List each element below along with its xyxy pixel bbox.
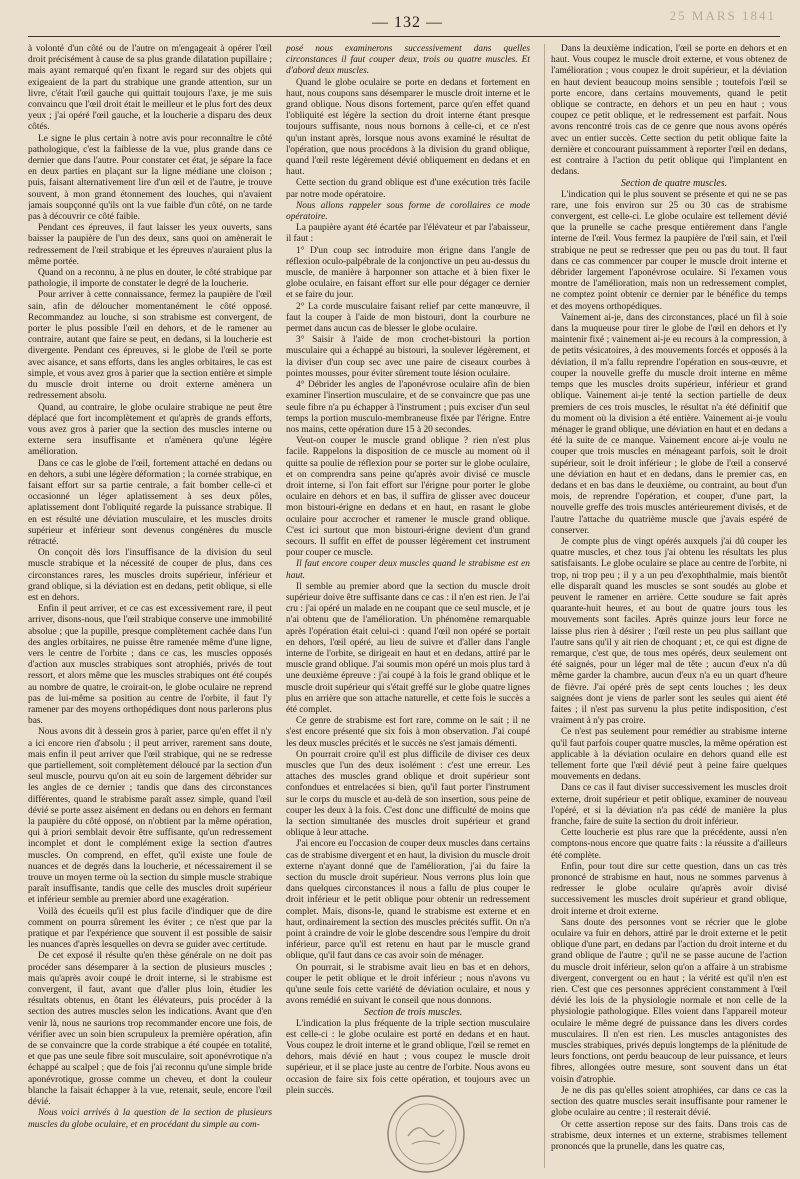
body-paragraph: De cet exposé il résulte qu'en thèse générale on ne doit pas procéder sans désemparer à la section de plusieurs muscles ; mais qu'après avoir coupé le droit interne, si le strabisme est convergent, il faut, avant que d'aller plus loin, étudier les résultats obtenus, en ôtant les élévateurs, puis procéder à la section des autres muscles selon les indications. Avant que d'en venir là, nous ne saurions trop recommander encore une fois, de vérifier avec un soin bien scrupuleux la première opération, afin de se convaincre que la corde strabique a été coupée en totalité, et que pas une seule fibre soit musculaire, soit aponévrotique n'a échappé au scalpel ; que de fois j'ai reconnu qu'une simple bride aponévrotique, grosse comme un cheveu, et dont la couleur blanche la faisait échapper à la vue, retenait, seule, encore l'œil dévié. — [28, 951, 272, 1108]
body-paragraph: Nous voici arrivés à la question de la section de plusieurs muscles du globe oculaire, et en procédant du simple au com- — [28, 1108, 272, 1130]
body-paragraph: Quand le globe oculaire se porte en dedans et fortement en haut, nous coupons sans désemparer le muscle droit interne et le grand oblique. Nous disons fortement, parce qu'en effet quand l'obliquité est légère la section du droit interne étant presque toujours suffisante, nous nous bornons à celle-ci, et ce n'est qu'un instant après, lorsque nous avons examiné le résultat de l'opération, que nous procédons à la division du grand oblique, quand l'œil reste légèrement dévié obliquement en dedans et en haut. — [286, 77, 530, 178]
body-paragraph: Quand, au contraire, le globe oculaire strabique ne peut être déplacé que fort incomplètement et qu'après de grands efforts, vous avez gros à parier que la section des muscles interne ou externe sera insuffisante et n'amènera qu'une légère amélioration. — [28, 402, 272, 458]
body-paragraph: Or cette assertion repose sur des faits. Dans trois cas de strabisme, deux internes et un externe, strabismes tellement prononcés que la prunelle, dans les quatre cas, — [551, 1119, 787, 1152]
body-paragraph: On pourrait, si le strabisme avait lieu en bas et en dehors, couper le petit oblique et le droit inférieur ; nous n'avons vu qu'une seule fois cette variété de déviation oculaire, et nous y avons remédié en suivant le conseil que nous donnons. — [286, 962, 530, 1007]
body-paragraph: Nous avons dit à dessein gros à parier, parce qu'en effet il n'y a ici encore rien d'absolu ; il peut arriver, rarement sans doute, mais enfin il peut arriver que l'œil strabique, qui ne se redresse que partiellement, soit complètement déloucé par la section d'un seul muscle, pourvu qu'on ait eu soin de largement débrider sur les angles de ce dernier ; tandis que dans des circonstances différentes, quand le strabisme paraît assez simple, quand l'œil dévié se porte assez aisément en dedans ou en dehors en fermant la paupière du côté opposé, on n'obtient par la même opération, qui à priori semblait devoir être suffisante, qu'un redressement incomplet et dont le complément exige la section d'autres muscles. On comprend, en effet, qu'il existe une foule de nuances et de degrés dans la loucherie, et nécessairement il se trouve un moyen terme où la section du simple muscle strabique paraît insuffisante, tandis que celle des muscles droit supérieur et inférieur semble au premier abord une exagération. — [28, 727, 272, 906]
body-paragraph: L'indication qui le plus souvent se présente et qui ne se pas rare, une fois environ sur 25 ou 30 cas de strabisme convergent, est celle-ci. Le globe oculaire est tellement dévié que la prunelle se cache presque entièrement dans l'angle interne de l'œil. Vous fermez la paupière de l'œil sain, et l'œil strabique ne peut se redresser que peu ou pas du tout. Il faut dans ce cas commencer par couper le muscle droit interne et débrider largement l'aponévrose oculaire. Si l'examen vous montre de l'amélioration, mais non un redressement complet, ne comptez point obtenir ce dernier par le bénéfice du temps et des moyens orthopédiques. — [551, 189, 787, 312]
body-paragraph: Enfin il peut arriver, et ce cas est excessivement rare, il peut arriver, disons-nous, que l'œil strabique conserve une immobilité absolue ; que la pupille, presque complètement cachée dans l'un des angles orbitaires, ne puisse être ramenée même d'une ligne, vers le centre de l'orbite ; dans ce cas, les muscles opposés d'action aux muscles strabiques sont atrophiés, privés de tout ressort, et alors même que les muscles strabiques ont été coupés au nombre de quatre, le croirait-on, le globe oculaire ne reprend pas de lui-même sa position au centre de l'orbite, il faut l'y ramener par des moyens orthopédiques dont nous parlerons plus bas. — [28, 604, 272, 727]
body-paragraph: Cette loucherie est plus rare que la précédente, aussi n'en comptons-nous encore que quatre faits : la réussite a d'ailleurs été complète. — [551, 828, 787, 861]
header-rule — [28, 36, 780, 37]
body-paragraph: Je ne dis pas qu'elles soient atrophiées, car dans ce cas la section des quatre muscles serait insuffisante pour ramener le globe oculaire au centre ; il resterait dévié. — [551, 1085, 787, 1119]
body-paragraph: Sans doute des personnes vont se récrier que le globe oculaire va fuir en dehors, attiré par le droit externe et le petit oblique d'une part, en dedans par l'action du droit interne et du grand oblique de l'autre ; qu'il ne se passe aucune de l'action du muscle droit inférieur, selon qu'on a affaire à un strabisme divergent, convergent ou en haut ; la vérité est qu'il n'en est rien. C'est que ces personnes apprécient constamment à l'œil dévié les lois de la physiologie normale et non celle de la physiologie pathologique. Elles voient dans l'appareil moteur oculaire le même degré de puissance dans les divers cordes musculaires. Il n'en est rien. Les muscles antagonistes des muscles strabiques, privés depuis longtemps de la plénitude de leurs fonctions, ont perdu beaucoup de leur puissance, et leurs fibres, allongées outre mesure, sont souvent dans un état voisin d'atrophie. — [551, 917, 787, 1085]
body-paragraph: Il faut encore couper deux muscles quand le strabisme est en haut. — [286, 559, 530, 581]
column-left — [28, 44, 272, 1168]
body-paragraph: La paupière ayant été écartée par l'élévateur et par l'abaisseur, il faut : — [286, 223, 530, 245]
body-paragraph: Le signe le plus certain à notre avis pour reconnaître le côté pathologique, c'est la faiblesse de la vue, plus grande dans ce dernier que dans l'autre. Pour constater cet état, je sépare la face en deux parties en plaçant sur la ligne médiane une cloison ; puis, faisant alternativement lire d'un œil et de l'autre, je trouve souvent, à mon grand étonnement des louches, qui n'avaient jamais soupçonné qu'ils ont la vue faible d'un côté, on ne tarde pas à découvrir ce côté faible. — [28, 133, 272, 223]
body-paragraph: posé nous examinerons successivement dans quelles circonstances il faut couper deux, trois ou quatre muscles. Et d'abord deux muscles. — [286, 44, 530, 77]
body-paragraph: Nous allons rappeler sous forme de corollaires ce mode opératoire. — [286, 200, 530, 223]
body-paragraph: Pendant ces épreuves, il faut laisser les yeux ouverts, sans baisser la paupière de l'un des deux, sans quoi on amènerait le redressement de l'œil strabique et les épreuves n'auraient plus la même portée. — [28, 223, 272, 267]
text-columns — [28, 44, 788, 1168]
body-paragraph: à volonté d'un côté ou de l'autre on m'engageait à opérer l'œil droit précisément à cause de sa plus grande dilatation pupillaire ; mais ayant remarqué qu'en fixant le regard sur des objets qui exigeaient de la part du strabique une grande attention, sur un livre, c'était l'œil gauche qui quittait toujours l'axe, je me suis convaincu que l'œil droit était le meilleur et le plus fort des deux yeux ; j'ai opéré l'œil gauche, et la loucherie a disparu des deux côtés. — [28, 44, 272, 133]
body-paragraph: Quand on a reconnu, à ne plus en douter, le côté strabique par pathologie, il importe de constater le degré de la loucherie. — [28, 268, 272, 290]
body-paragraph: J'ai encore eu l'occasion de couper deux muscles dans certains cas de strabisme divergent et en haut, la division du muscle droit externe n'ayant donné que de l'amélioration, j'ai du faire la section du muscle droit supérieur. Nous verrons plus loin que dans quelques circonstances il nous a fallu de plus couper le droit inférieur et le petit oblique pour obtenir un redressement complet. Mais, disons-le, quand le strabisme est externe et en haut, ordinairement la section des muscles précités suffit. On n'a point à craindre de voir le globe descendre sous l'empire du droit inférieur, parce qu'il est retenu en haut par le muscle grand oblique, qu'il faut dans ce cas avoir soin de ménager. — [286, 839, 530, 962]
page-number: — 132 — — [372, 14, 443, 31]
body-paragraph: Veut-on couper le muscle grand oblique ? rien n'est plus facile. Rappelons la disposition de ce muscle au moment où il quitte sa poulie de réflexion pour se porter sur le globe oculaire, et on comprendra sans peine qu'après avoir divisé ce muscle droit interne, si l'on fait effort sur l'érigne pour porter le globe oculaire en dehors et en bas, il suffira de glisser avec douceur mon bistouri-érigne en dedans et en haut, en rasant le globe oculaire pour accrocher et ramener le muscle grand oblique. C'est ici surtout que mon bistouri-érigne devient d'un grand secours. Il suffit en effet de pousser légèrement cet instrument pour couper ce muscle. — [286, 436, 530, 559]
body-paragraph: Ce genre de strabisme est fort rare, comme on le sait ; il ne s'est encore présenté que six fois à mon observation. J'ai coupé les deux muscles précités et le succès ne s'est jamais démenti. — [286, 716, 530, 749]
body-paragraph: Il semble au premier abord que la section du muscle droit supérieur doive être suffisante dans ce cas : il n'en est rien. Je l'ai cru : j'ai opéré un malade en ne coupant que ce seul muscle, et je n'ai obtenu que de l'amélioration. Un phénomène remarquable après l'opération était celui-ci : quand l'œil non opéré se portait en dehors, l'œil opéré, au lieu de suivre et d'aller dans l'angle interne de l'orbite, se dirigeait en haut et en dedans, attiré par le muscle grand oblique. J'ai soumis mon opéré un mois plus tard à une deuxième épreuve : j'ai coupé à la fois le grand oblique et le muscle droit supérieur qui s'était greffé sur le globe quatre lignes plus en arrière que son attache naturelle, et cette fois le succès a été complet. — [286, 581, 530, 715]
body-paragraph: Ce n'est pas seulement pour remédier au strabisme interne qu'il faut parfois couper quatre muscles, la même opération est applicable à la déviation oculaire en dehors quand elle est tellement forte que l'œil dévié peut à peine faire quelques mouvements en dedans. — [551, 727, 787, 783]
body-paragraph: Je compte plus de vingt opérés auxquels j'ai dû couper les quatre muscles, et chez tous j'ai obtenu les résultats les plus satisfaisants. Le globe oculaire se place au centre de l'orbite, ni trop, ni trop peu ; il y a un peu d'exophthalmie, mais bientôt elle disparaît quand les muscles se sont soudés au globe et peuvent le ramener en arrière. Cette soudure se fait après quarante-huit heures, et au bout de quatre jours tous les mouvements sont faciles. Après quinze jours leur force ne laisse plus rien à désirer ; l'œil reste un peu plus saillant que l'autre sans qu'il y ait rien de choquant ; et, ce qui est digne de remarque, c'est que, de tous mes opérés, deux seulement ont été saignés, pour un léger mal de tête ; aucun d'eux n'a dû même garder la chambre, aucun d'eux n'a eu un quart d'heure de fièvre. J'ai opéré près de sept cents louches ; les deux saignées dont je viens de parler sont les seules qui aient été faites ; il n'est pas survenu la plus petite indisposition, c'est vraiment à n'y pas croire. — [551, 536, 787, 727]
body-paragraph: On conçoit dès lors l'insuffisance de la division du seul muscle strabique et la nécessité de couper de plus, dans ces circonstances rares, les muscles droits supérieur, inférieur et grand oblique, si la déviation est en dedans, petit oblique, si elle est en dehors. — [28, 548, 272, 603]
column-right — [544, 44, 787, 1168]
library-stamp-seal — [384, 1092, 468, 1176]
body-paragraph: Vainement ai-je, dans des circonstances, placé un fil à soie dans la muqueuse pour tirer le globe de l'œil en dehors et l'y maintenir fixé ; vainement ai-je eu recours à la compression, à de petits vésicatoires, à des mouvements forcés et opposés à la déviation, il m'a fallu reprendre l'opération en sous-œuvre, et couper la nouvelle greffe du muscle droit interne en même temps que les muscles droits supérieur, inférieur et grand oblique. Vainement ai-je tenté la section partielle de deux premiers de ces trois muscles, le résultat n'a été définitif que du moment où la division a été entière. Vainement ai-je voulu ménager le grand oblique, une déviation en haut et en dedans a été la suite de ce manque. Vainement encore ai-je voulu ne couper que trois muscles en ménageant parfois, soit le droit supérieur, soit le droit inférieur ; le globe de l'œil a conservé une déviation en haut et en dedans, dans le premier cas, en dedans et en bas dans le deuxième, ou contraint, au bout d'un mois, de reprendre l'opération, et couper, d'une part, la nouvelle greffe des trois muscles antérieurement divisés, et de l'autre l'attache du quatrième muscle que j'avais espéré de conserver. — [551, 312, 787, 536]
body-paragraph: Dans ce cas il faut diviser successivement les muscles droit externe, droit supérieur et petit oblique, examiner de nouveau l'opéré, et si la déviation n'a pas cédé de manière la plus franche, faire de suite la section du droit inférieur. — [551, 783, 787, 828]
body-paragraph: 4° Débrider les angles de l'aponévrose oculaire afin de bien examiner l'insertion musculaire, et de se convaincre que pas une seule fibre n'a pu échapper à l'instrument ; puis exciser d'un seul temps la portion musculo-membraneuse fixée par l'érigne. Entre nos mains, cette opération dure 15 à 20 secondes. — [286, 380, 530, 435]
section-heading: Section de quatre muscles. — [620, 178, 728, 190]
body-paragraph: L'indication la plus fréquente de la triple section musculaire est celle-ci : le globe oculaire est porté en dedans et en haut. Vous coupez le droit interne et le grand oblique, l'œil se remet en dehors, mais dévié en haut ; vous coupez le muscle droit supérieur, et il se place juste au centre de l'orbite. Nous avons eu occasion de faire six fois cette opération, et toujours avec un plein succès. — [286, 1018, 530, 1096]
section-heading: Section de trois muscles. — [363, 1007, 463, 1019]
body-paragraph: Cette section du grand oblique est d'une exécution très facile par notre mode opératoire. — [286, 178, 530, 200]
body-paragraph: 2° La corde musculaire faisant relief par cette manœuvre, il faut la couper à l'aide de mon bistouri, dont la courbure ne permet dans aucun cas de blesser le globe oculaire. — [286, 301, 530, 335]
body-paragraph: Voilà des écueils qu'il est plus facile d'indiquer que de dire comment on pourra sûrement les éviter ; ce n'est que par la pratique et par l'expérience que souvent il est possible de saisir les nuances d'après lesquelles on devra se guider avec certitude. — [28, 906, 272, 951]
body-paragraph: Pour arriver à cette connaissance, fermez la paupière de l'œil sain, afin de déloucher momentanément le côté opposé. Recommandez au louche, si son strabisme est convergent, de porter le plus possible l'œil en dehors, et de le ramener au contraire, autant que faire se peut, en dedans, si la loucherie est divergente. Pendant ces épreuves, si le globe de l'œil se porte avec aisance, et sans efforts, dans les angles orbitaires, le cas est simple, et vous avez gros à parier que la section entière et simple du muscle droit interne ou droit externe amènera un redressement absolu. — [28, 290, 272, 402]
running-head — [0, 8, 800, 36]
body-paragraph: 1° D'un coup sec introduire mon érigne dans l'angle de réflexion oculo-palpébrale de la conjonctive un peu au-dessus du muscle, de manière à harponner son attache et à bien fixer le globe oculaire, en faisant effort sur elle pour dégager ce dernier et se faire du jour. — [286, 245, 530, 301]
header-date-stamp: 25 MARS 1841 — [669, 8, 776, 23]
body-paragraph: Dans ce cas le globe de l'œil, fortement attaché en dedans ou en dehors, a subi une légère déformation ; la cornée strabique, en faisant effort sur sa partie centrale, a fait bomber celle-ci et occasionné un léger aplatissement à ses deux pôles, aplatissement dont l'obliquité regarde la puissance strabique. Il en est résulté une déviation musculaire, et les muscles droits supérieur et inférieur sont devenus congénères du muscle rétracté. — [28, 458, 272, 547]
body-paragraph: Dans la deuxième indication, l'œil se porte en dehors et en haut. Vous coupez le muscle droit externe, et vous obtenez de l'amélioration ; vous coupez le droit supérieur, et la déviation en haut devient beaucoup moins sensible ; toutefois l'œil se porte encore, dans certains mouvements, quand le petit oblique se contracte, en dehors et un peu en haut ; vous coupez ce petit oblique, et le redressement est parfait. Nous avons rencontré trois cas de ce genre que nous avons opérés avec un entier succès. Cette section du petit oblique faite la dernière et concourant puissamment à reporter l'œil en dedans, est contraire à l'action du petit oblique qui l'implantent en dedans. — [551, 44, 787, 178]
body-paragraph: 3° Saisir à l'aide de mon crochet-bistouri la portion musculaire qui a échappé au bistouri, la soulever légèrement, et la diviser d'un coup sec avec une paire de ciseaux courbes à pointes mousses, pour éviter sûrement toute lésion oculaire. — [286, 335, 530, 379]
body-paragraph: On pourrait croire qu'il est plus difficile de diviser ces deux muscles que l'un des deux isolément : c'est une erreur. Les attaches des muscles grand oblique et droit supérieur sont confondues et entrelacées si bien, qu'il faut porter l'instrument sur le corps du muscle et au-delà de son insertion, sous peine de couper les deux à la fois. C'est donc une difficulté de moins que la section simultanée des muscles droit supérieur et grand oblique à leur attache. — [286, 749, 530, 839]
body-paragraph: Enfin, pour tout dire sur cette question, dans un cas très prononcé de strabisme en haut, nous ne sommes parvenus à redresser le globe oculaire qu'après avoir divisé successivement les muscles droit supérieur et grand oblique, droit interne et droit externe. — [551, 861, 787, 917]
column-middle — [286, 44, 530, 1168]
